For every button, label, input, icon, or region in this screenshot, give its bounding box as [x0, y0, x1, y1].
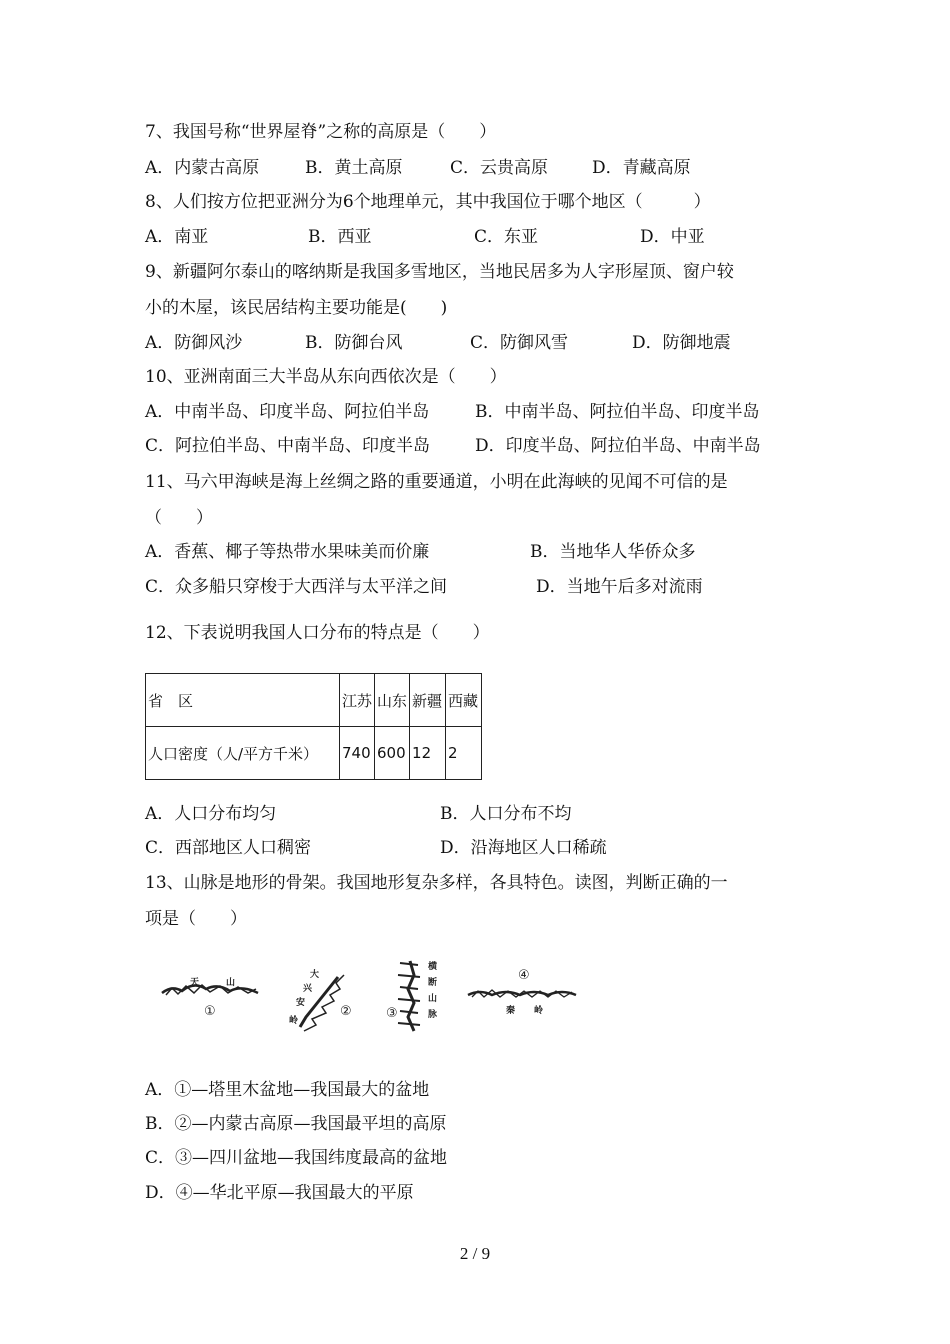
q9-stem-line2: 小的木屋，该民居结构主要功能是( ) [145, 298, 448, 318]
table-cell: 省 区 [146, 674, 340, 727]
q8-option-d: D．中亚 [640, 227, 705, 247]
table-cell: 12 [410, 727, 446, 780]
q8-option-a: A．南亚 [145, 227, 209, 247]
q13-stem-line1: 13、山脉是地形的骨架。我国地形复杂多样，各具特色。读图，判断正确的一 [145, 873, 728, 893]
q7-option-b: B．黄土高原 [305, 158, 403, 178]
q9-option-c: C．防御风雪 [470, 333, 569, 353]
q11-option-b: B．当地华人华侨众多 [530, 542, 696, 562]
q10-option-d: D．印度半岛、阿拉伯半岛、中南半岛 [475, 436, 761, 456]
q13-option-c: C．③—四川盆地—我国纬度最高的盆地 [145, 1148, 448, 1168]
table-header-row [146, 674, 482, 727]
table-cell: 新疆 [410, 674, 446, 727]
q8-option-b: B．西亚 [308, 227, 372, 247]
mountain-ranges-figure [160, 955, 580, 1050]
q11-option-d: D．当地午后多对流雨 [536, 577, 703, 597]
figure-label: 山 [428, 994, 438, 1004]
mountain-range-3 [386, 960, 438, 1031]
figure-label: 脉 [428, 1010, 438, 1020]
figure-label: 兴 [303, 984, 313, 994]
q12-option-a: A．人口分布均匀 [145, 804, 277, 824]
figure-label: 横 [428, 962, 438, 972]
q8-option-c: C．东亚 [474, 227, 539, 247]
q13-stem-line2: 项是（ ） [145, 909, 247, 929]
mountain-range-4 [468, 968, 576, 1016]
table-cell: 2 [446, 727, 482, 780]
figure-label: 天 [190, 978, 200, 988]
figure-label: ② [340, 1004, 352, 1019]
q10-option-a: A．中南半岛、印度半岛、阿拉伯半岛 [145, 402, 430, 422]
q9-stem-line1: 9、新疆阿尔泰山的喀纳斯是我国多雪地区，当地民居多为人字形屋顶、窗户较 [145, 262, 734, 282]
q8-stem: 8、人们按方位把亚洲分为6个地理单元，其中我国位于哪个地区（ ） [145, 192, 711, 212]
figure-label: 安 [296, 998, 306, 1008]
q11-option-a: A．香蕉、椰子等热带水果味美而价廉 [145, 542, 430, 562]
q12-option-b: B．人口分布不均 [440, 804, 572, 824]
q10-stem: 10、亚洲南面三大半岛从东向西依次是（ ） [145, 367, 507, 387]
q9-option-d: D．防御地震 [632, 333, 731, 353]
figure-label: ① [204, 1004, 216, 1019]
q12-option-d: D．沿海地区人口稀疏 [440, 838, 607, 858]
q7-option-c: C．云贵高原 [450, 158, 549, 178]
figure-label: ③ [386, 1006, 398, 1021]
figure-label: 秦 [506, 1006, 516, 1016]
q10-option-b: B．中南半岛、阿拉伯半岛、印度半岛 [475, 402, 760, 422]
q11-stem-line2: （ ） [145, 508, 213, 528]
q12-option-c: C．西部地区人口稠密 [145, 838, 312, 858]
q7-option-d: D．青藏高原 [592, 158, 691, 178]
figure-label: 岭 [289, 1016, 299, 1026]
figure-label: 岭 [534, 1006, 544, 1016]
table-cell: 740 [340, 727, 375, 780]
table-cell: 西藏 [446, 674, 482, 727]
q10-option-c: C．阿拉伯半岛、中南半岛、印度半岛 [145, 436, 431, 456]
mountain-range-2 [289, 968, 352, 1031]
q13-option-d: D．④—华北平原—我国最大的平原 [145, 1183, 414, 1203]
q9-option-a: A．防御风沙 [145, 333, 243, 353]
q9-option-b: B．防御台风 [305, 333, 403, 353]
q13-option-b: B．②—内蒙古高原—我国最平坦的高原 [145, 1114, 447, 1134]
q12-stem: 12、下表说明我国人口分布的特点是（ ） [145, 623, 490, 643]
table-cell: 江苏 [340, 674, 375, 727]
table-row [146, 727, 482, 780]
q11-option-c: C．众多船只穿梭于大西洋与太平洋之间 [145, 577, 448, 597]
q7-stem: 7、我国号称“世界屋脊”之称的高原是（ ） [145, 122, 497, 142]
figure-label: 断 [428, 978, 438, 988]
figure-label: ④ [518, 968, 530, 983]
page-number: 2 / 9 [459, 1244, 491, 1263]
q11-stem-line1: 11、马六甲海峡是海上丝绸之路的重要通道，小明在此海峡的见闻不可信的是 [145, 472, 728, 492]
q13-option-a: A．①—塔里木盆地—我国最大的盆地 [145, 1080, 430, 1100]
population-density-table [145, 673, 482, 780]
figure-label: 山 [226, 978, 236, 988]
q7-option-a: A．内蒙古高原 [145, 158, 260, 178]
figure-label: 大 [310, 970, 320, 980]
mountain-range-1 [162, 976, 258, 1019]
table-cell: 600 [375, 727, 410, 780]
table-cell: 人口密度（人/平方千米） [146, 727, 340, 780]
table-cell: 山东 [375, 674, 410, 727]
